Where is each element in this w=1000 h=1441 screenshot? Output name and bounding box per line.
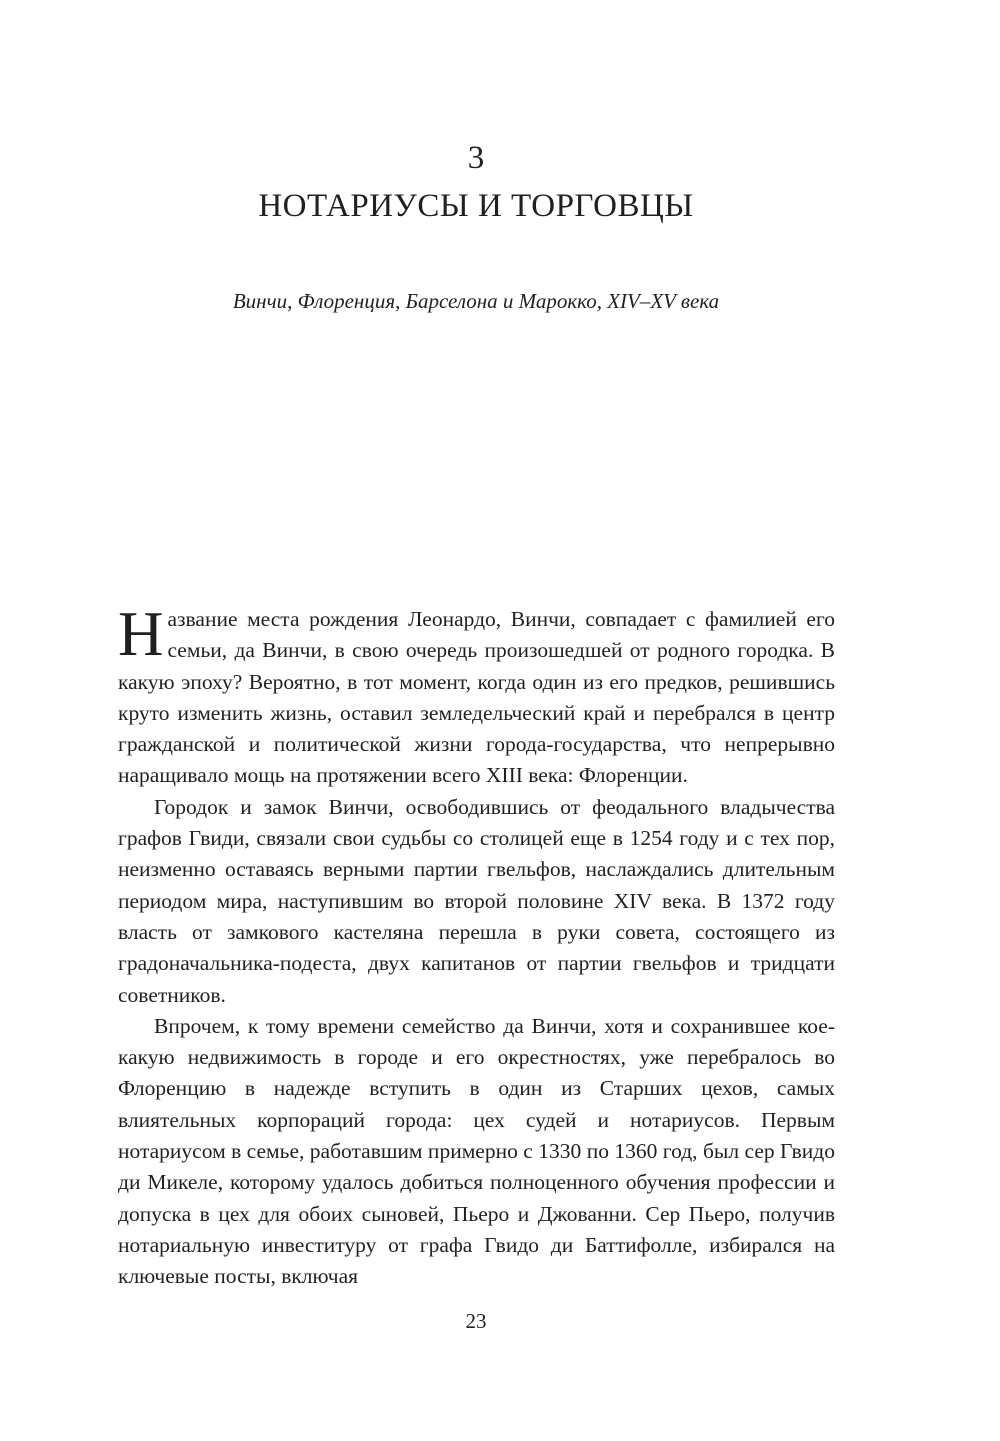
paragraph-1-text: азвание места рождения Леонардо, Винчи, совпадает с фамилией его семьи, да Винчи, в свою очередь произошедшей от родного городка. В какую эпоху? Вероятно, в тот момент, когда один из его предков, решившись круто изменить жизнь, оставил земледельческий край и перебрался в центр гражданской и политической жизни города-государства, что непрерывно наращивало мощь на протяжении всего XIII века: Флоренции. bbox=[118, 607, 835, 788]
body-text bbox=[118, 599, 835, 1293]
chapter-subtitle: Винчи, Флоренция, Барселона и Марокко, XIV–XV века bbox=[232, 289, 720, 313]
drop-cap: Н bbox=[118, 599, 164, 669]
chapter-number: 3 bbox=[467, 140, 485, 176]
paragraph-1 bbox=[118, 599, 835, 792]
paragraph-2: Городок и замок Винчи, освободившись от феодального владычества графов Гвиди, связали свои судьбы со столицей еще в 1254 году и с тех пор, неизменно оставаясь верными партии гвельфов, наслаждались длительным периодом мира, наступившим во второй половине XIV века. В 1372 году власть от замкового кастеляна перешла в руки совета, состоящего из градоначальника-подеста, двух капитанов от партии гвельфов и тридцати советников. bbox=[118, 794, 835, 1007]
page-number: 23 bbox=[465, 1309, 487, 1333]
chapter-title: НОТАРИУСЫ И ТОРГОВЦЫ bbox=[258, 188, 694, 224]
paragraph-3: Впрочем, к тому времени семейство да Винчи, хотя и сохранившее кое-какую недвижимость в городе и его окрестностях, уже перебралось во Флоренцию в надежде вступить в один из Старших цехов, самых влиятельных корпораций города: цех судей и нотариусов. Первым нотариусом в семье, работавшим примерно с 1330 по 1360 год, был сер Гвидо ди Микеле, которому удалось добиться полноценного обучения профессии и допуска в цех для обоих сыновей, Пьеро и Джованни. Сер Пьеро, получив нотариальную инвеституру от графа Гвидо ди Баттифолле, избирался на ключевые посты, включая bbox=[118, 1013, 835, 1289]
